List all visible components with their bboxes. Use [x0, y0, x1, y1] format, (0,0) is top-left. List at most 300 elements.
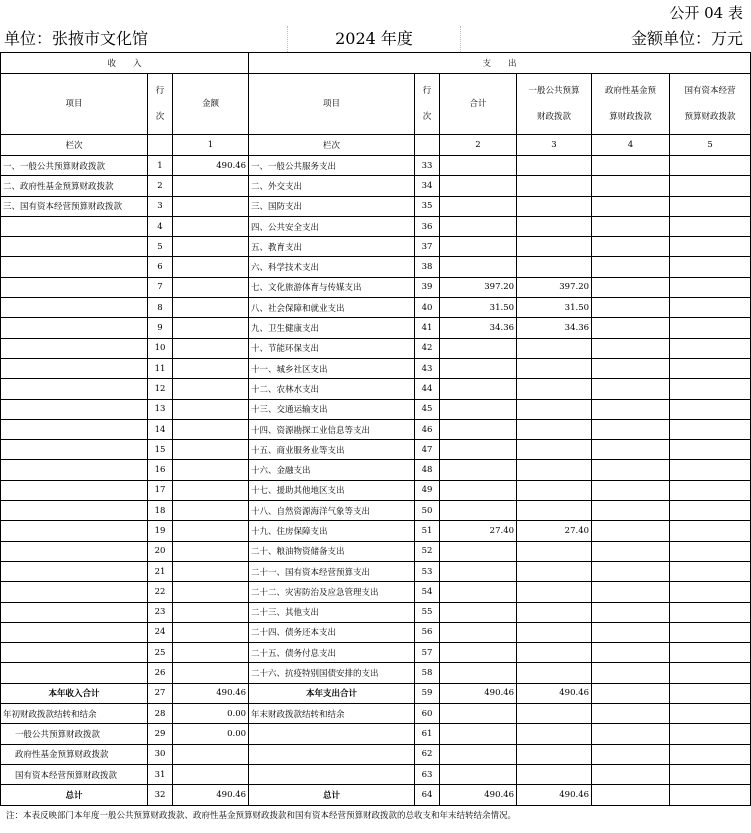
- expense-item: 二、外交支出: [249, 176, 415, 196]
- income-row-no: 13: [148, 399, 173, 419]
- expense-item: 十、节能环保支出: [249, 338, 415, 358]
- income-amount: [173, 196, 249, 216]
- income-row-no: 12: [148, 379, 173, 399]
- table-row: [1, 399, 751, 419]
- general-budget-amount: [517, 358, 592, 378]
- income-item: 二、政府性基金预算财政拨款: [1, 176, 148, 196]
- expense-row-no: 38: [415, 257, 440, 277]
- expense-item: 二十四、债务还本支出: [249, 622, 415, 642]
- column-index-3: 3: [517, 135, 592, 156]
- general-budget-line-1: 一般公共预算: [528, 86, 580, 96]
- table-row: [1, 744, 751, 764]
- income-item: [1, 298, 148, 318]
- expense-item: [249, 764, 415, 784]
- table-row: [1, 764, 751, 784]
- total-amount: [440, 724, 517, 744]
- income-item: [1, 643, 148, 663]
- expense-row-no-header: [415, 74, 440, 135]
- table-row: [1, 785, 751, 805]
- gov-fund-amount: [592, 358, 670, 378]
- table-row: [1, 216, 751, 236]
- expense-item: 十三、交通运输支出: [249, 399, 415, 419]
- income-item: [1, 480, 148, 500]
- table-row: [1, 480, 751, 500]
- income-row-no: 25: [148, 643, 173, 663]
- income-amount: [173, 541, 249, 561]
- soe-budget-amount: [670, 156, 751, 176]
- income-row-no: 22: [148, 582, 173, 602]
- row-no-char-2: 次: [422, 112, 432, 122]
- gov-fund-amount: [592, 156, 670, 176]
- income-amount: 0.00: [173, 704, 249, 724]
- expense-row-no: 60: [415, 704, 440, 724]
- expense-item: 六、科学技术支出: [249, 257, 415, 277]
- gov-fund-amount: [592, 298, 670, 318]
- total-amount: [440, 358, 517, 378]
- income-amount: 490.46: [173, 683, 249, 703]
- income-amount: [173, 277, 249, 297]
- expense-row-no: 35: [415, 196, 440, 216]
- total-amount: [440, 541, 517, 561]
- table-row: [1, 338, 751, 358]
- general-budget-amount: 490.46: [517, 683, 592, 703]
- income-amount: [173, 237, 249, 257]
- soe-budget-amount: [670, 176, 751, 196]
- income-row-no: 7: [148, 277, 173, 297]
- row-no-char-1: 行: [155, 86, 165, 96]
- total-amount: [440, 704, 517, 724]
- soe-budget-amount: [670, 521, 751, 541]
- total-amount: [440, 196, 517, 216]
- income-row-no: 14: [148, 419, 173, 439]
- general-budget-amount: [517, 663, 592, 683]
- income-item: [1, 663, 148, 683]
- income-amount: [173, 419, 249, 439]
- column-index-1: 1: [173, 135, 249, 156]
- income-amount: [173, 460, 249, 480]
- general-budget-amount: [517, 643, 592, 663]
- total-amount: [440, 176, 517, 196]
- soe-budget-amount: [670, 704, 751, 724]
- gov-fund-amount: [592, 704, 670, 724]
- income-item: [1, 379, 148, 399]
- expense-row-no: 34: [415, 176, 440, 196]
- general-budget-amount: [517, 216, 592, 236]
- expense-row-no: 52: [415, 541, 440, 561]
- income-item: [1, 399, 148, 419]
- income-row-no: 5: [148, 237, 173, 257]
- amount-unit: 金额单位：万元: [461, 26, 751, 53]
- gov-fund-amount: [592, 399, 670, 419]
- expense-row-no: 64: [415, 785, 440, 805]
- income-amount: 490.46: [173, 785, 249, 805]
- gov-fund-amount: [592, 521, 670, 541]
- income-item: [1, 277, 148, 297]
- soe-budget-amount: [670, 298, 751, 318]
- general-budget-amount: [517, 460, 592, 480]
- soe-budget-amount: [670, 582, 751, 602]
- gov-fund-amount: [592, 663, 670, 683]
- gov-fund-amount: [592, 419, 670, 439]
- income-row-no: 24: [148, 622, 173, 642]
- gov-fund-amount: [592, 460, 670, 480]
- expense-row-no: 43: [415, 358, 440, 378]
- general-budget-amount: [517, 541, 592, 561]
- general-budget-amount: [517, 399, 592, 419]
- expense-item: 七、文化旅游体育与传媒支出: [249, 277, 415, 297]
- income-amount: [173, 257, 249, 277]
- income-row-no: 20: [148, 541, 173, 561]
- income-amount: [173, 744, 249, 764]
- income-item: [1, 622, 148, 642]
- table-row: [1, 440, 751, 460]
- income-amount: [173, 379, 249, 399]
- column-index-blank: [415, 135, 440, 156]
- gov-fund-amount: [592, 764, 670, 784]
- year-label: 2024 年度: [288, 26, 460, 53]
- income-amount: [173, 399, 249, 419]
- soe-budget-amount: [670, 196, 751, 216]
- income-item: [1, 257, 148, 277]
- expense-row-no: 58: [415, 663, 440, 683]
- expense-row-no: 37: [415, 237, 440, 257]
- income-item: 政府性基金预算财政拨款: [1, 744, 148, 764]
- row-no-char-2: 次: [155, 112, 165, 122]
- income-row-no: 17: [148, 480, 173, 500]
- form-code: 公开 04 表: [669, 4, 743, 22]
- gov-fund-amount: [592, 176, 670, 196]
- gov-fund-amount: [592, 744, 670, 764]
- expense-item: [249, 724, 415, 744]
- income-item: [1, 216, 148, 236]
- expense-item: 十八、自然资源海洋气象等支出: [249, 501, 415, 521]
- total-amount: [440, 764, 517, 784]
- table-row: [1, 582, 751, 602]
- table-row: [1, 561, 751, 581]
- expense-row-no: 50: [415, 501, 440, 521]
- income-row-no: 29: [148, 724, 173, 744]
- column-index-2: 2: [440, 135, 517, 156]
- expense-row-no: 56: [415, 622, 440, 642]
- total-header: 合计: [440, 74, 517, 135]
- expense-row-no: 62: [415, 744, 440, 764]
- gov-fund-amount: [592, 440, 670, 460]
- total-amount: [440, 216, 517, 236]
- general-budget-amount: 490.46: [517, 785, 592, 805]
- general-budget-amount: [517, 176, 592, 196]
- soe-budget-amount: [670, 318, 751, 338]
- expense-item: 十九、住房保障支出: [249, 521, 415, 541]
- income-item: [1, 561, 148, 581]
- soe-budget-amount: [670, 419, 751, 439]
- general-budget-amount: [517, 480, 592, 500]
- general-budget-amount: 397.20: [517, 277, 592, 297]
- column-index-5: 5: [670, 135, 751, 156]
- soe-budget-amount: [670, 338, 751, 358]
- total-amount: [440, 582, 517, 602]
- income-row-no: 8: [148, 298, 173, 318]
- income-amount: [173, 298, 249, 318]
- total-amount: [440, 399, 517, 419]
- table-row: [1, 156, 751, 176]
- total-amount: [440, 663, 517, 683]
- gov-fund-header: [592, 74, 670, 135]
- total-amount: [440, 480, 517, 500]
- income-amount: 490.46: [173, 156, 249, 176]
- total-amount: [440, 501, 517, 521]
- soe-budget-amount: [670, 663, 751, 683]
- income-item: [1, 318, 148, 338]
- total-amount: [440, 156, 517, 176]
- expense-item: 二十二、灾害防治及应急管理支出: [249, 582, 415, 602]
- table-row: [1, 643, 751, 663]
- total-amount: [440, 257, 517, 277]
- total-amount: [440, 338, 517, 358]
- income-item: [1, 582, 148, 602]
- expense-item: 二十三、其他支出: [249, 602, 415, 622]
- income-item: [1, 237, 148, 257]
- table-row: [1, 298, 751, 318]
- income-row-no: 16: [148, 460, 173, 480]
- total-amount: [440, 561, 517, 581]
- general-budget-amount: 34.36: [517, 318, 592, 338]
- expense-item: 二十、粮油物资储备支出: [249, 541, 415, 561]
- expense-row-no: 44: [415, 379, 440, 399]
- income-item: 本年收入合计: [1, 683, 148, 703]
- income-amount: [173, 582, 249, 602]
- expense-item: 二十五、债务付息支出: [249, 643, 415, 663]
- income-item: [1, 460, 148, 480]
- soe-budget-amount: [670, 744, 751, 764]
- general-budget-amount: [517, 704, 592, 724]
- expense-item-header: 项目: [249, 74, 415, 135]
- general-budget-amount: 31.50: [517, 298, 592, 318]
- table-row: [1, 318, 751, 338]
- general-budget-amount: [517, 602, 592, 622]
- general-budget-amount: [517, 582, 592, 602]
- expense-item: 十五、商业服务业等支出: [249, 440, 415, 460]
- general-budget-amount: [517, 196, 592, 216]
- gov-fund-amount: [592, 683, 670, 703]
- table-row: [1, 704, 751, 724]
- total-amount: [440, 744, 517, 764]
- expense-row-no: 40: [415, 298, 440, 318]
- expense-row-no: 51: [415, 521, 440, 541]
- income-row-no: 4: [148, 216, 173, 236]
- soe-budget-line-1: 国有资本经营: [684, 86, 736, 96]
- table-row: [1, 419, 751, 439]
- table-row: [1, 358, 751, 378]
- income-item: [1, 338, 148, 358]
- gov-fund-amount: [592, 582, 670, 602]
- soe-budget-amount: [670, 399, 751, 419]
- total-amount: [440, 379, 517, 399]
- income-row-no: 32: [148, 785, 173, 805]
- expense-item: 年末财政拨款结转和结余: [249, 704, 415, 724]
- expense-row-no: 55: [415, 602, 440, 622]
- general-budget-amount: [517, 764, 592, 784]
- soe-budget-amount: [670, 683, 751, 703]
- soe-budget-amount: [670, 602, 751, 622]
- column-index-label: 栏次: [1, 135, 148, 156]
- expense-item: 十二、农林水支出: [249, 379, 415, 399]
- gov-fund-amount: [592, 541, 670, 561]
- expense-row-no: 49: [415, 480, 440, 500]
- income-row-no: 15: [148, 440, 173, 460]
- soe-budget-amount: [670, 358, 751, 378]
- table-row: [1, 277, 751, 297]
- column-index-4: 4: [592, 135, 670, 156]
- expense-item: 本年支出合计: [249, 683, 415, 703]
- income-amount: [173, 501, 249, 521]
- income-item: [1, 541, 148, 561]
- income-section-header: 收 入: [1, 53, 249, 74]
- gov-fund-amount: [592, 338, 670, 358]
- expense-item: 九、卫生健康支出: [249, 318, 415, 338]
- unit-label: 单位：张掖市文化馆: [0, 26, 291, 53]
- soe-budget-amount: [670, 277, 751, 297]
- expense-row-no: 45: [415, 399, 440, 419]
- table-body: [1, 156, 751, 806]
- income-row-no: 26: [148, 663, 173, 683]
- income-row-no: 2: [148, 176, 173, 196]
- income-amount: [173, 764, 249, 784]
- table-row: [1, 541, 751, 561]
- soe-budget-header: [670, 74, 751, 135]
- total-amount: 490.46: [440, 683, 517, 703]
- soe-budget-amount: [670, 480, 751, 500]
- income-row-no: 21: [148, 561, 173, 581]
- soe-budget-amount: [670, 440, 751, 460]
- income-row-no: 30: [148, 744, 173, 764]
- soe-budget-amount: [670, 379, 751, 399]
- gov-fund-amount: [592, 602, 670, 622]
- gov-fund-line-1: 政府性基金预: [605, 86, 657, 96]
- income-item: 国有资本经营预算财政拨款: [1, 764, 148, 784]
- expense-item: 十七、援助其他地区支出: [249, 480, 415, 500]
- income-amount: [173, 602, 249, 622]
- income-item: 一般公共预算财政拨款: [1, 724, 148, 744]
- income-item: 年初财政拨款结转和结余: [1, 704, 148, 724]
- income-row-no: 3: [148, 196, 173, 216]
- table-row: [1, 237, 751, 257]
- income-item: 一、一般公共预算财政拨款: [1, 156, 148, 176]
- row-no-char-1: 行: [422, 86, 432, 96]
- table-row: [1, 602, 751, 622]
- income-item-header: 项目: [1, 74, 148, 135]
- income-amount: [173, 358, 249, 378]
- section-header-row: [1, 53, 751, 74]
- expense-row-no: 36: [415, 216, 440, 236]
- income-row-no: 19: [148, 521, 173, 541]
- income-amount: [173, 643, 249, 663]
- gov-fund-amount: [592, 257, 670, 277]
- income-item: [1, 419, 148, 439]
- income-amount: [173, 338, 249, 358]
- income-amount: [173, 318, 249, 338]
- soe-budget-amount: [670, 257, 751, 277]
- income-amount: [173, 480, 249, 500]
- table-row: [1, 176, 751, 196]
- column-index-label: 栏次: [249, 135, 415, 156]
- fiscal-appropriation-table: [0, 52, 751, 806]
- soe-budget-amount: [670, 541, 751, 561]
- table-row: [1, 379, 751, 399]
- expense-item: 十一、城乡社区支出: [249, 358, 415, 378]
- soe-budget-amount: [670, 724, 751, 744]
- expense-row-no: 54: [415, 582, 440, 602]
- gov-fund-amount: [592, 196, 670, 216]
- general-budget-amount: [517, 338, 592, 358]
- general-budget-amount: [517, 237, 592, 257]
- expense-item: 总计: [249, 785, 415, 805]
- income-item: [1, 521, 148, 541]
- income-amount: [173, 440, 249, 460]
- income-amount: [173, 622, 249, 642]
- income-row-no: 27: [148, 683, 173, 703]
- total-amount: 31.50: [440, 298, 517, 318]
- expense-item: 四、公共安全支出: [249, 216, 415, 236]
- income-row-no: 11: [148, 358, 173, 378]
- general-budget-amount: [517, 501, 592, 521]
- expense-row-no: 47: [415, 440, 440, 460]
- expense-row-no: 48: [415, 460, 440, 480]
- general-budget-amount: 27.40: [517, 521, 592, 541]
- expense-item: 一、一般公共服务支出: [249, 156, 415, 176]
- gov-fund-amount: [592, 379, 670, 399]
- gov-fund-amount: [592, 622, 670, 642]
- footnote: 注：本表反映部门本年度一般公共预算财政拨款、政府性基金预算财政拨款和国有资本经营预算财政拨款的总收支和年末结转结余情况。: [6, 811, 517, 821]
- income-amount: [173, 176, 249, 196]
- general-budget-header: [517, 74, 592, 135]
- expense-item: 二十六、抗疫特别国债安排的支出: [249, 663, 415, 683]
- total-amount: [440, 643, 517, 663]
- gov-fund-amount: [592, 216, 670, 236]
- general-budget-amount: [517, 379, 592, 399]
- soe-budget-amount: [670, 622, 751, 642]
- income-item: [1, 501, 148, 521]
- expense-item: 三、国防支出: [249, 196, 415, 216]
- soe-budget-amount: [670, 561, 751, 581]
- total-amount: [440, 237, 517, 257]
- income-row-no-header: [148, 74, 173, 135]
- expense-item: 十四、资源勘探工业信息等支出: [249, 419, 415, 439]
- total-amount: 490.46: [440, 785, 517, 805]
- income-amount: [173, 521, 249, 541]
- expense-item: [249, 744, 415, 764]
- gov-fund-amount: [592, 480, 670, 500]
- total-amount: [440, 419, 517, 439]
- expense-item: 二十一、国有资本经营预算支出: [249, 561, 415, 581]
- soe-budget-amount: [670, 237, 751, 257]
- total-amount: [440, 622, 517, 642]
- table-row: [1, 257, 751, 277]
- expense-row-no: 61: [415, 724, 440, 744]
- income-amount: [173, 663, 249, 683]
- expense-item: 十六、金融支出: [249, 460, 415, 480]
- general-budget-amount: [517, 561, 592, 581]
- income-item: [1, 440, 148, 460]
- expense-row-no: 59: [415, 683, 440, 703]
- soe-budget-amount: [670, 501, 751, 521]
- expense-row-no: 41: [415, 318, 440, 338]
- expense-section-header: 支 出: [249, 53, 751, 74]
- gov-fund-amount: [592, 561, 670, 581]
- column-index-blank: [148, 135, 173, 156]
- income-row-no: 18: [148, 501, 173, 521]
- gov-fund-amount: [592, 724, 670, 744]
- income-amount: [173, 561, 249, 581]
